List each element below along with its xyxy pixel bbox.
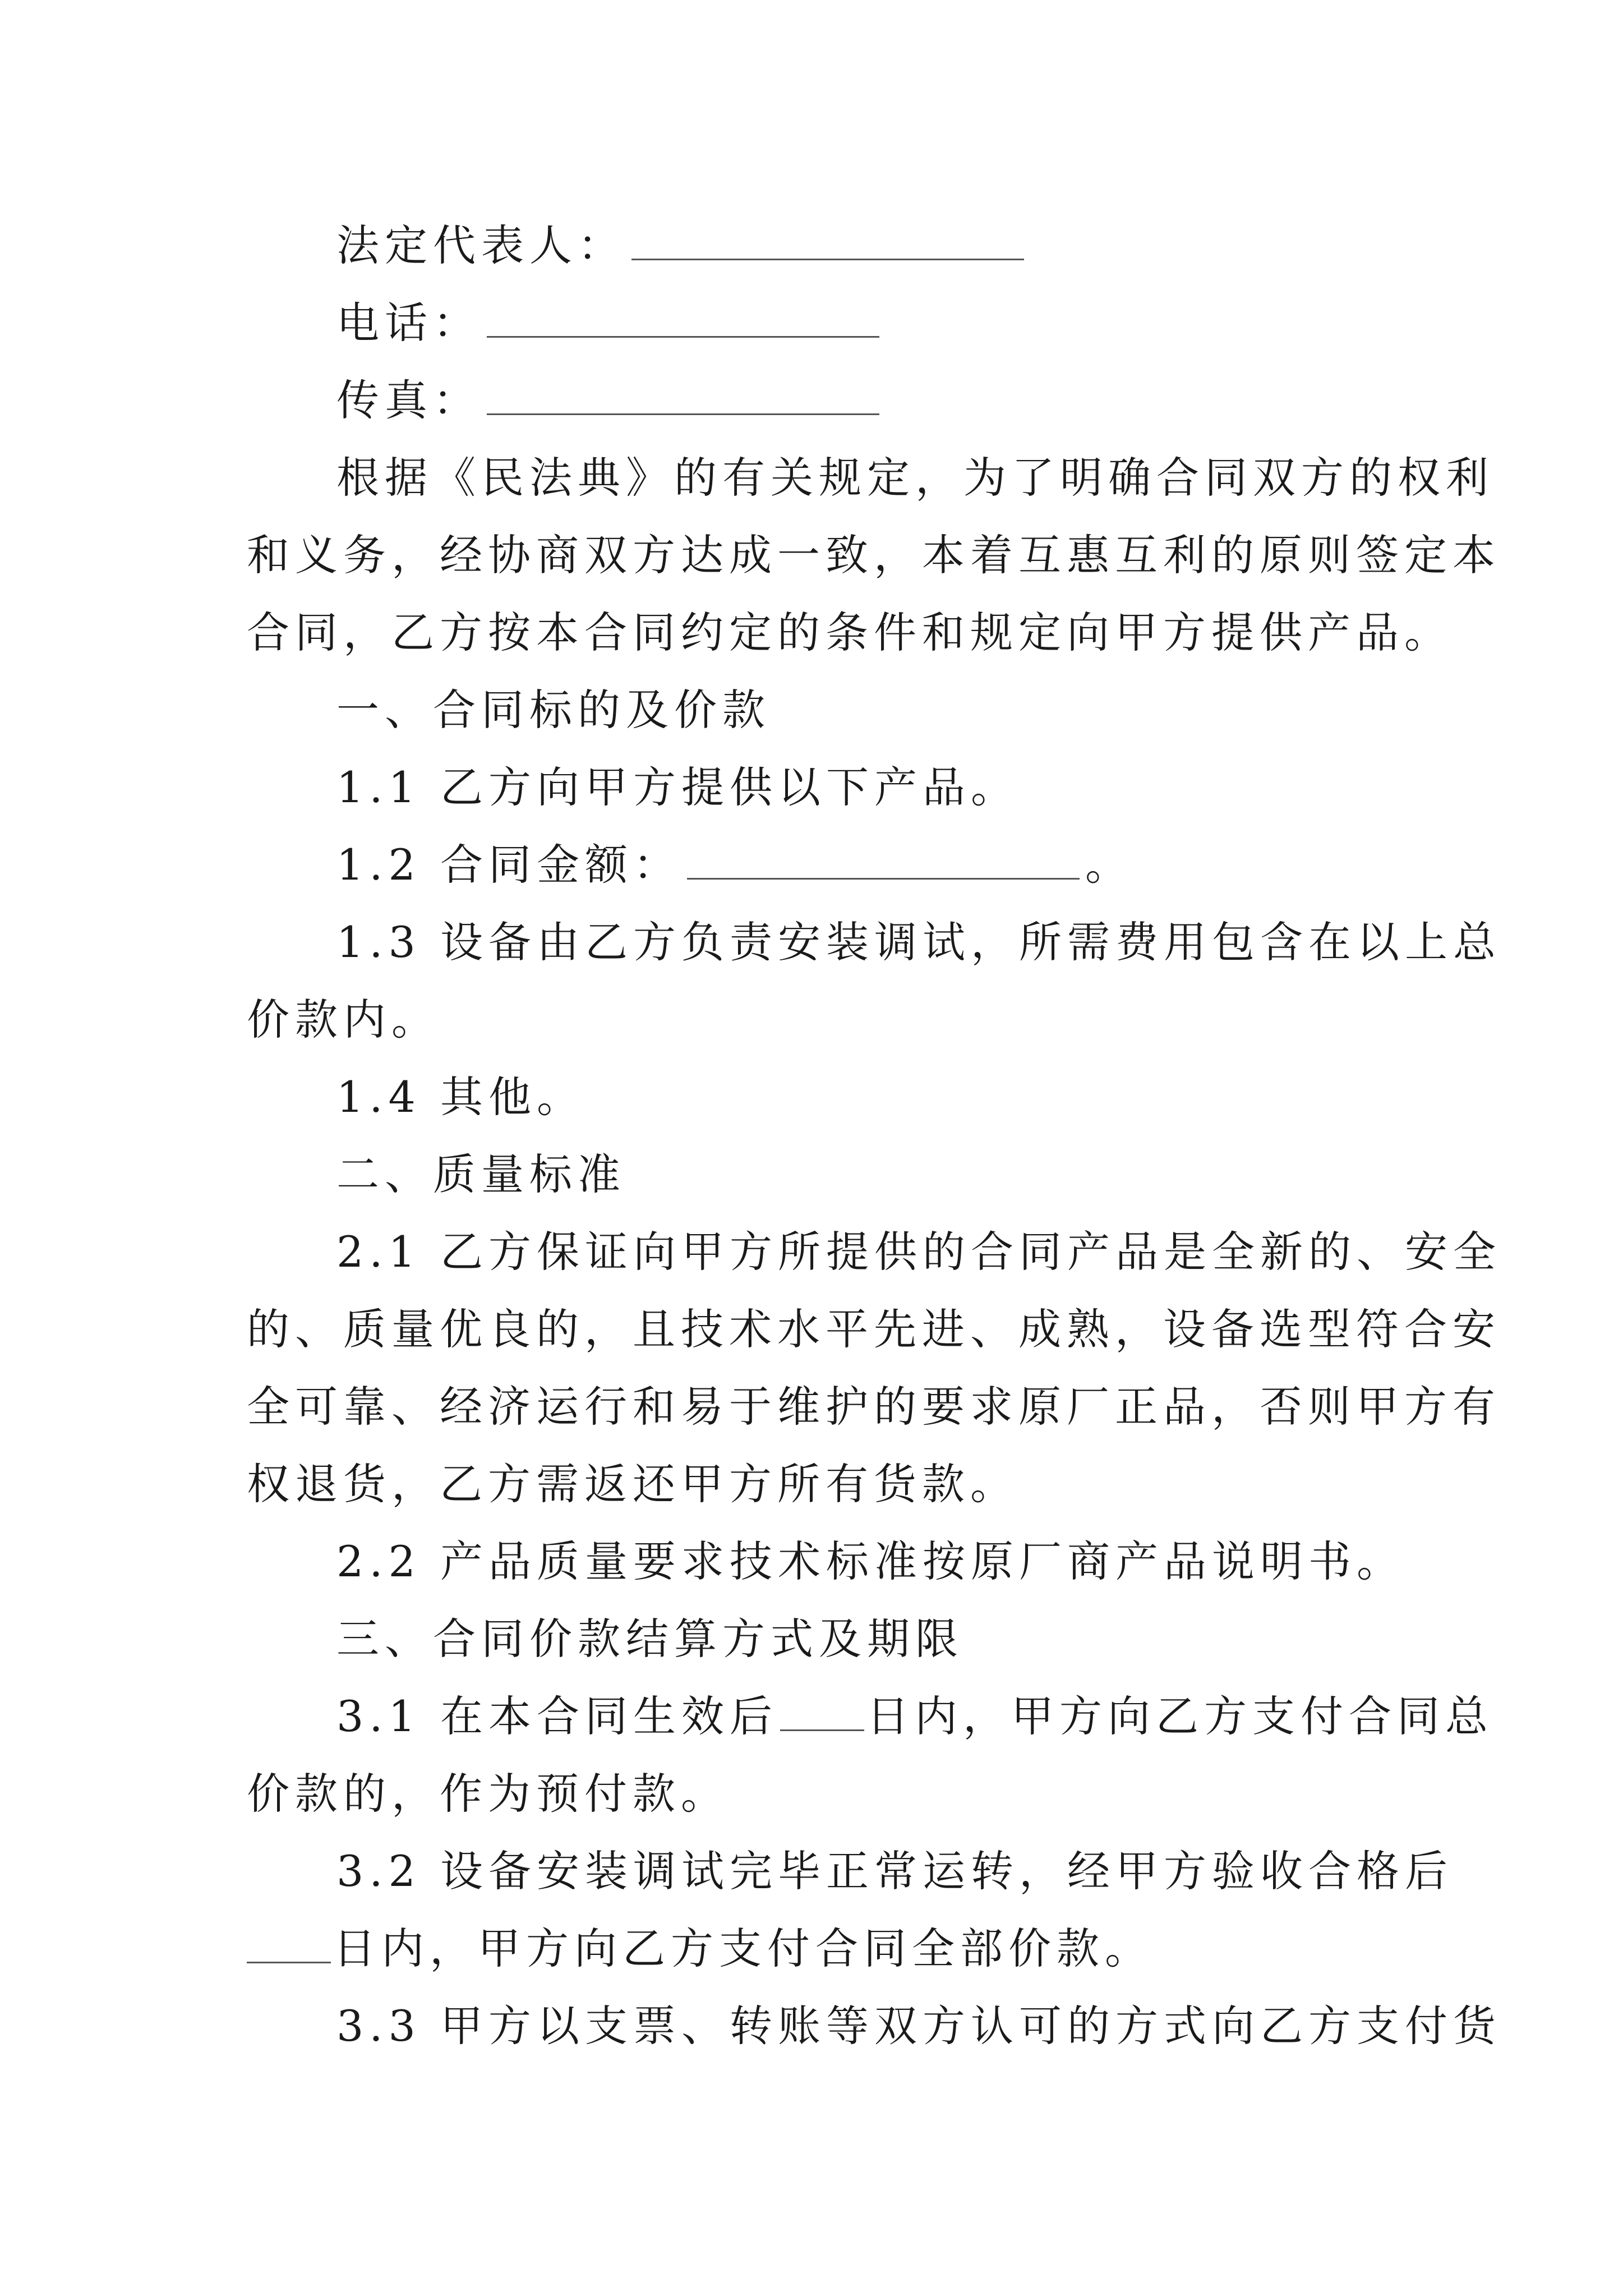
fax-blank[interactable] (487, 379, 879, 415)
item-3-3: 3.3 甲方以支票、转账等双方认可的方式向乙方支付货 (336, 2001, 1502, 2051)
intro-line-1: 根据《民法典》的有关规定，为了明确合同双方的权利 (336, 453, 1494, 503)
item-1-3-line-1: 1.3 设备由乙方负责安装调试，所需费用包含在以上总 (336, 917, 1502, 967)
section3-heading: 三、合同价款结算方式及期限 (336, 1614, 963, 1664)
legal-rep-label: 法定代表人： (336, 220, 626, 270)
fax-label: 传真： (336, 375, 481, 425)
item-3-2-line-2-text: 日内，甲方向乙方支付合同全部价款。 (333, 1924, 1153, 1973)
contract-amount-end: 。 (1085, 840, 1134, 890)
item-3-2-line-1: 3.2 设备安装调试完毕正常运转，经甲方验收合格后 (336, 1846, 1454, 1896)
phone-label: 电话： (336, 298, 481, 348)
item-3-1-line-2: 价款的，作为预付款。 (247, 1769, 729, 1819)
days-blank-1[interactable] (780, 1695, 864, 1731)
item-2-1-line-1: 2.1 乙方保证向甲方所提供的合同产品是全新的、安全 (336, 1227, 1502, 1277)
legal-rep-blank[interactable] (631, 224, 1024, 260)
fax-line (336, 372, 885, 429)
intro-line-3: 合同，乙方按本合同约定的条件和规定向甲方提供产品。 (247, 608, 1453, 657)
item-1-1: 1.1 乙方向甲方提供以下产品。 (336, 762, 1020, 812)
item-2-2: 2.2 产品质量要求技术标准按原厂商产品说明书。 (336, 1536, 1405, 1586)
item-2-1-line-3: 全可靠、经济运行和易于维护的要求原厂正品，否则甲方有 (247, 1382, 1501, 1432)
contract-amount-blank[interactable] (687, 843, 1080, 880)
phone-blank[interactable] (487, 301, 879, 338)
section2-heading: 二、质量标准 (336, 1149, 626, 1199)
phone-line (336, 295, 885, 351)
item-3-1-part-b: 日内，甲方向乙方支付合同总 (866, 1691, 1494, 1741)
item-3-1-line-1 (336, 1688, 1493, 1745)
item-1-3-line-2: 价款内。 (247, 995, 440, 1045)
days-blank-2[interactable] (247, 1927, 331, 1963)
intro-line-2: 和义务，经协商双方达成一致，本着互惠互利的原则签定本 (247, 530, 1501, 580)
legal-rep-line (336, 218, 1030, 274)
item-1-4: 1.4 其他。 (336, 1072, 585, 1122)
item-2-1-line-4: 权退货，乙方需返还甲方所有货款。 (247, 1459, 1018, 1509)
item-3-1-part-a: 3.1 在本合同生效后 (336, 1691, 778, 1741)
contract-amount-label: 1.2 合同金额： (336, 840, 682, 890)
item-1-2 (336, 837, 1133, 893)
section1-heading: 一、合同标的及价款 (336, 685, 771, 735)
item-3-2-line-2 (247, 1921, 1153, 1977)
item-2-1-line-2: 的、质量优良的，且技术水平先进、成熟，设备选型符合安 (247, 1304, 1501, 1354)
